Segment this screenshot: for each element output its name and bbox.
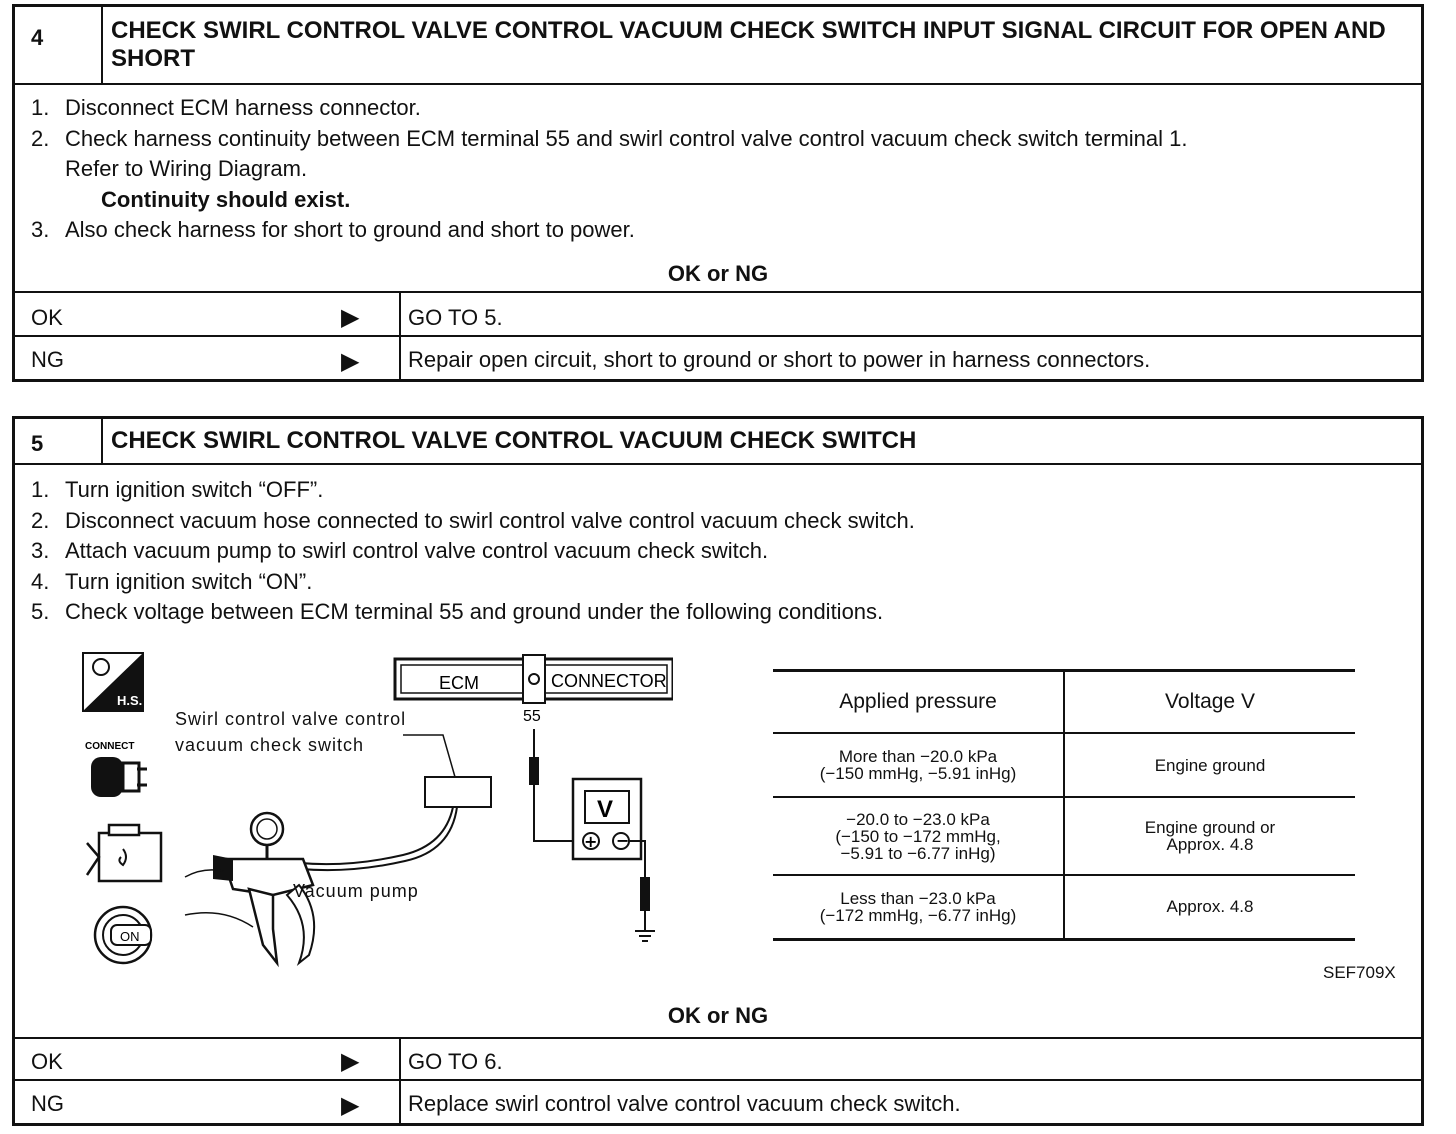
step-4-panel [12,4,1424,382]
arrow-right-icon: ▶ [341,348,360,375]
ng-result: Repair open circuit, short to ground or short to power in harness connectors. [408,347,1151,372]
step-title: CHECK SWIRL CONTROL VALVE CONTROL VACUUM CHECK SWITCH [111,427,917,454]
engine-icon [87,825,161,881]
ok-row [15,291,1421,337]
column-header: Applied pressure [773,671,1064,734]
step-number: 4 [15,7,103,83]
svg-text:ON: ON [120,929,140,944]
ok-or-ng-title: OK or NG [667,1003,769,1028]
figure-id: SEF709X [1323,963,1396,982]
pump-label: Vacuum pump [293,881,419,901]
step-title: CHECK SWIRL CONTROL VALVE CONTROL VACUUM CHECK SWITCH INPUT SIGNAL CIRCUIT FOR OPEN AND SHORT [111,17,1386,72]
instruction-item: 4. Turn ignition switch “ON”. [31,568,313,594]
svg-text:55: 55 [523,708,541,725]
step-5-panel [12,416,1424,1126]
arrow-right-icon: ▶ [341,304,360,331]
instruction-item: 3. Also check harness for short to ground and short to power. [31,217,635,242]
step-4-instructions [31,93,1187,246]
test-setup-diagram [73,645,673,985]
ng-label: NG [31,347,64,372]
svg-text:V: V [597,796,614,823]
ng-row [15,335,1421,381]
ng-row [15,1079,1421,1125]
step-5-header [15,419,1421,465]
instruction-item: 2. Disconnect vacuum hose connected to swirl control valve control vacuum check switch. [31,507,915,533]
switch-label: vacuum check switch [175,735,365,755]
connector-icon [85,741,147,797]
ok-label: OK [31,305,63,330]
svg-text:+: + [584,832,598,851]
ecm-connector [395,655,673,725]
svg-text:H.S.: H.S. [117,693,143,708]
ignition-key-icon [95,907,151,963]
arrow-right-icon: ▶ [341,1048,360,1075]
hand-tool-hs-icon [83,653,143,711]
svg-text:−: − [616,831,630,850]
instruction-item: 5. Check voltage between ECM terminal 55 and ground under the following conditions. [31,599,884,624]
table-row: More than −20.0 kPa (−150 mmHg, −5.91 inHg) Engine ground [773,733,1355,797]
ng-label: NG [31,1091,64,1116]
ok-result-link[interactable]: GO TO 5. [408,305,503,330]
svg-text:ECM: ECM [439,673,479,693]
arrow-right-icon: ▶ [341,1092,360,1119]
voltmeter [529,729,655,941]
instruction-item: 1. Disconnect ECM harness connector. [31,95,421,120]
instruction-item: 1. Turn ignition switch “OFF”. [31,477,324,502]
voltage-spec-table [773,669,1355,941]
step-5-instructions [31,475,915,628]
ok-or-ng-title: OK or NG [667,261,769,286]
column-header: Voltage V [1064,671,1355,734]
step-4-header [15,7,1421,85]
continuity-note: Continuity should exist. [101,186,351,212]
ng-result: Replace swirl control valve control vacuum check switch. [408,1091,961,1116]
instruction-item: Refer to Wiring Diagram. [65,156,308,181]
instruction-item: 3. Attach vacuum pump to swirl control valve control vacuum check switch. [31,538,769,563]
switch-label: Swirl control valve control [175,709,407,729]
table-row: Less than −23.0 kPa (−172 mmHg, −6.77 inHg) Approx. 4.8 [773,875,1355,939]
svg-text:CONNECTOR: CONNECTOR [551,671,667,691]
ok-result-link[interactable]: GO TO 6. [408,1049,503,1074]
step-number: 5 [15,419,103,463]
instruction-item: 2. Check harness continuity between ECM terminal 55 and swirl control valve control vacuum check switch terminal 1. [31,125,1188,151]
table-row: −20.0 to −23.0 kPa (−150 to −172 mmHg, −5.91 to −6.77 inHg) Engine ground or Approx. 4.8 [773,797,1355,875]
ok-row [15,1037,1421,1081]
table-header-row [773,671,1355,734]
svg-text:CONNECT: CONNECT [85,741,135,752]
ok-label: OK [31,1049,63,1074]
